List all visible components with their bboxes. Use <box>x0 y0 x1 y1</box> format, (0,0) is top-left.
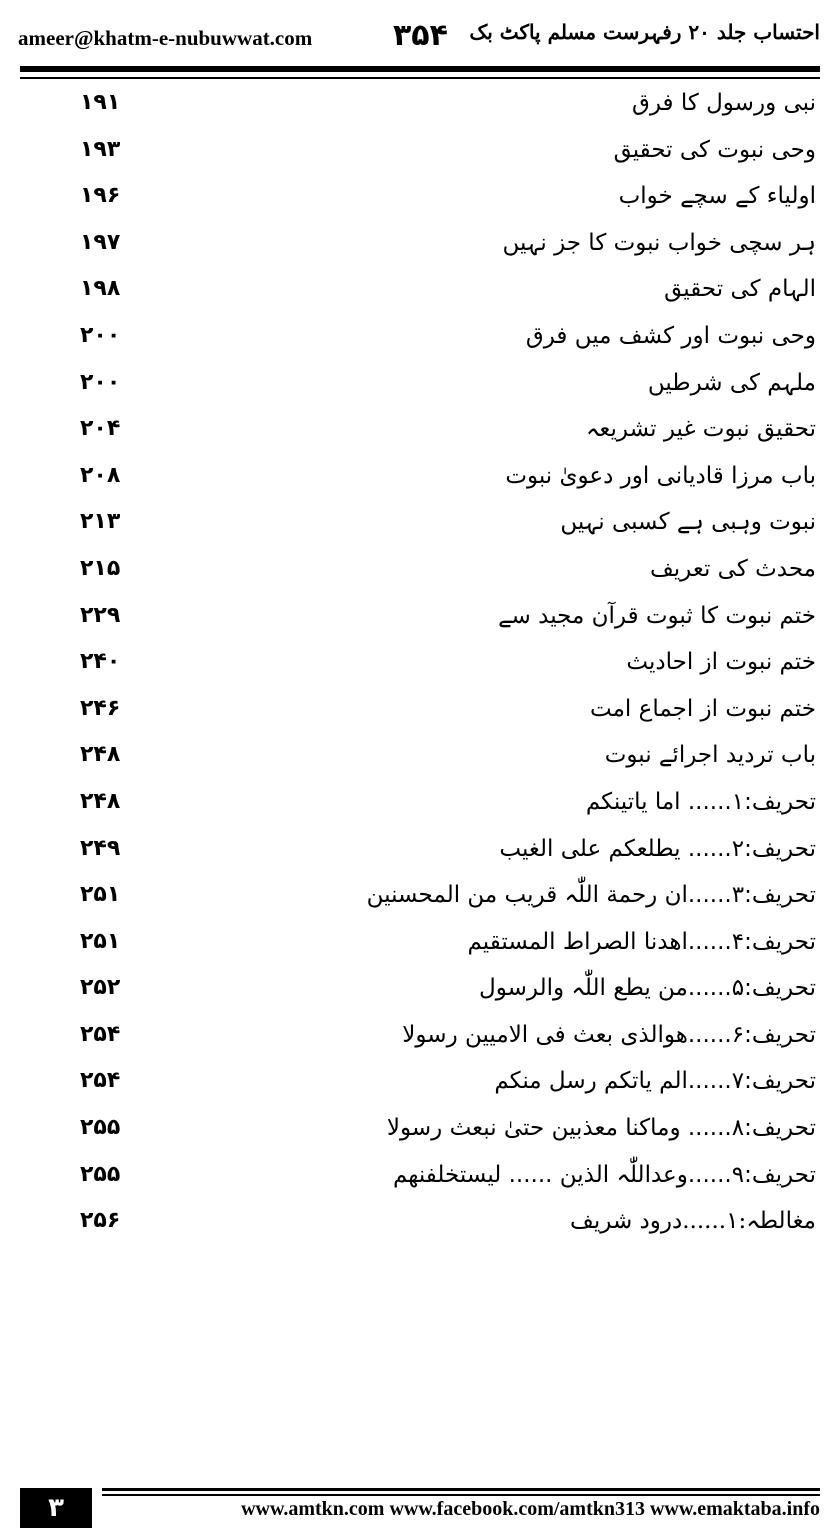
toc-row <box>20 688 816 735</box>
toc-row <box>20 501 816 548</box>
toc-row <box>20 455 816 502</box>
toc-title: وحی نبوت اور کشف میں فرق <box>525 322 816 349</box>
toc-title: تحریف:۷......الم یاتکم رسل منکم <box>494 1068 816 1095</box>
footer-page-number: ۳ <box>20 1488 92 1528</box>
toc-title: نبوت وہبی ہے کسبی نہیں <box>560 509 816 536</box>
toc-page: ۲۵۱ <box>80 882 121 908</box>
toc-title: محدث کی تعریف <box>649 555 816 582</box>
toc-row <box>20 175 816 222</box>
toc-page: ۲۰۸ <box>80 462 121 488</box>
toc-title: تحریف:۱...... اما یاتینکم <box>585 788 816 815</box>
toc-row <box>20 408 816 455</box>
toc-page: ۲۴۹ <box>80 835 121 861</box>
toc-title: ملہم کی شرطیں <box>647 369 816 396</box>
toc-page: ۲۲۹ <box>80 602 121 628</box>
toc-page: ۱۹۳ <box>80 136 121 162</box>
toc-row <box>20 967 816 1014</box>
toc-page: ۲۵۲ <box>80 975 121 1001</box>
toc-title: باب تردید اجرائے نبوت <box>604 742 816 769</box>
header-book-title: احتساب جلد ۲۰ رفہرست مسلم پاکٹ بک <box>469 20 820 44</box>
toc-row <box>20 921 816 968</box>
toc-title: ختم نبوت از احادیث <box>626 649 816 676</box>
header-page-number: ۳۵۴ <box>393 18 448 53</box>
header-rule-thick <box>20 66 820 72</box>
toc-row <box>20 82 816 129</box>
toc-row <box>20 315 816 362</box>
toc-page: ۱۹۷ <box>80 229 121 255</box>
toc-page: ۲۰۰ <box>80 369 121 395</box>
footer-links: www.amtkn.com www.facebook.com/amtkn313 www.emaktaba.info <box>241 1498 820 1520</box>
toc-page: ۲۴۸ <box>80 742 121 768</box>
toc-title: الہام کی تحقیق <box>664 276 816 303</box>
toc-page: ۲۴۶ <box>80 695 121 721</box>
toc-page: ۲۵۴ <box>80 1068 121 1094</box>
header-rule-thin <box>20 77 820 79</box>
toc-title: اولیاء کے سچے خواب <box>618 183 816 210</box>
toc-row <box>20 1060 816 1107</box>
toc-row <box>20 595 816 642</box>
toc-title: تحقیق نبوت غیر تشریعہ <box>585 416 816 443</box>
toc-title: تحریف:۲...... یطلعکم علی الغیب <box>499 835 816 862</box>
footer-rule <box>102 1494 820 1496</box>
toc-row <box>20 548 816 595</box>
toc-row <box>20 828 816 875</box>
toc-title: مغالطہ:۱......درود شریف <box>570 1208 816 1235</box>
toc-row <box>20 1107 816 1154</box>
toc-title: وحی نبوت کی تحقیق <box>613 136 816 163</box>
footer-rule <box>102 1488 820 1491</box>
toc-row <box>20 362 816 409</box>
toc-page: ۲۴۰ <box>80 649 121 675</box>
toc-page: ۲۵۶ <box>80 1208 121 1234</box>
toc-page: ۲۱۵ <box>80 555 121 581</box>
toc-title: ختم نبوت کا ثبوت قرآن مجید سے <box>498 602 816 629</box>
page-footer <box>20 1488 820 1528</box>
toc-row <box>20 1014 816 1061</box>
toc-page: ۱۹۱ <box>80 90 121 115</box>
toc-page: ۲۰۰ <box>80 322 121 348</box>
toc-row <box>20 1200 816 1247</box>
toc-row <box>20 734 816 781</box>
toc-page: ۲۰۴ <box>80 416 121 442</box>
toc-title: باب مرزا قادیانی اور دعویٰ نبوت <box>505 462 816 489</box>
toc-row <box>20 129 816 176</box>
toc-title: ہر سچی خواب نبوت کا جز نہیں <box>502 229 816 256</box>
header-email: ameer@khatm-e-nubuwwat.com <box>18 26 313 50</box>
toc-title: تحریف:۹......وعداللّٰہ الذین ...... لیستخلفنھم <box>392 1161 816 1188</box>
toc-row <box>20 1154 816 1201</box>
toc-page: ۱۹۸ <box>80 276 121 302</box>
toc-title: تحریف:۵......من یطع اللّٰہ والرسول <box>479 975 816 1002</box>
toc-row <box>20 641 816 688</box>
toc-row <box>20 268 816 315</box>
toc-title: تحریف:۳......ان رحمة اللّٰہ قریب من المحسنین <box>366 882 816 909</box>
toc-page: ۱۹۶ <box>80 183 121 209</box>
toc-page: ۲۱۳ <box>80 509 121 535</box>
page-header <box>18 16 820 64</box>
toc-title: تحریف:۸...... وماکنا معذبین حتیٰ نبعث رسولا <box>386 1115 816 1142</box>
toc-title: تحریف:۴......اھدنا الصراط المستقیم <box>467 928 816 955</box>
toc-title: نبی ورسول کا فرق <box>631 90 816 116</box>
toc-page: ۲۴۸ <box>80 788 121 814</box>
toc-title: تحریف:۶......ھوالذی بعث فی الامیین رسولا <box>402 1021 816 1048</box>
toc-title: ختم نبوت از اجماع امت <box>589 695 816 722</box>
toc-page: ۲۵۵ <box>80 1115 121 1141</box>
table-of-contents <box>20 82 816 1247</box>
toc-row <box>20 874 816 921</box>
toc-page: ۲۵۵ <box>80 1161 121 1187</box>
toc-row <box>20 222 816 269</box>
toc-page: ۲۵۱ <box>80 928 121 954</box>
toc-page: ۲۵۴ <box>80 1021 121 1047</box>
toc-row <box>20 781 816 828</box>
